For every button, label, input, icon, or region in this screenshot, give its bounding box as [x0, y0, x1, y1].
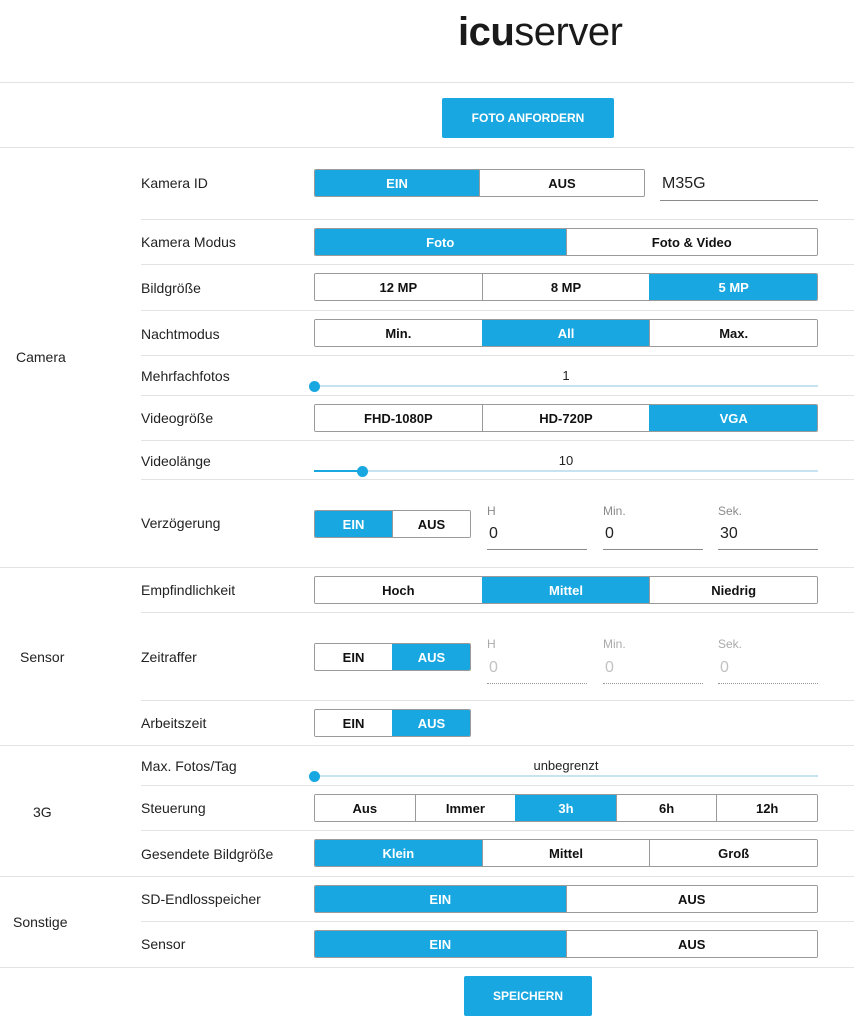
image-size-option[interactable]: 8 MP	[482, 274, 650, 300]
request-photo-button[interactable]: FOTO ANFORDERN	[442, 98, 614, 138]
camera-mode-option[interactable]: Foto	[315, 229, 566, 255]
sd-loop-toggle	[314, 885, 818, 913]
logo-bold-part: icu	[458, 10, 515, 54]
sensitivity-option[interactable]: Mittel	[482, 577, 650, 603]
camera-id-toggle	[314, 169, 645, 197]
sd-loop-option[interactable]: AUS	[566, 886, 818, 912]
divider	[141, 830, 854, 831]
camera-mode-option[interactable]: Foto & Video	[566, 229, 818, 255]
image-size-option[interactable]: 12 MP	[315, 274, 482, 300]
camera-id-option[interactable]: AUS	[479, 170, 644, 196]
control-option[interactable]: 12h	[716, 795, 817, 821]
delay-toggle	[314, 510, 471, 538]
control-toggle	[314, 794, 818, 822]
video-size-option[interactable]: HD-720P	[482, 405, 650, 431]
camera-mode-label: Kamera Modus	[141, 234, 236, 250]
slider-track[interactable]	[314, 470, 818, 472]
timelapse-toggle	[314, 643, 471, 671]
timelapse-seconds-input[interactable]: 0	[718, 656, 818, 684]
save-button[interactable]: SPEICHERN	[464, 976, 592, 1016]
divider	[141, 700, 854, 701]
sent-size-label: Gesendete Bildgröße	[141, 846, 274, 862]
video-length-label: Videolänge	[141, 453, 211, 469]
control-option[interactable]: 3h	[515, 795, 616, 821]
timelapse-option[interactable]: AUS	[392, 644, 470, 670]
delay-hours-input[interactable]: 0	[487, 522, 587, 550]
camera-id-option[interactable]: EIN	[315, 170, 479, 196]
video-size-option[interactable]: VGA	[649, 405, 817, 431]
divider	[141, 785, 854, 786]
camera-mode-toggle	[314, 228, 818, 256]
divider	[141, 355, 854, 356]
timelapse-minutes-label: Min.	[603, 637, 626, 651]
divider	[0, 147, 854, 148]
night-mode-option[interactable]: Min.	[315, 320, 482, 346]
control-label: Steuerung	[141, 800, 206, 816]
divider	[141, 612, 854, 613]
delay-minutes-input[interactable]: 0	[603, 522, 703, 550]
slider-thumb[interactable]	[309, 381, 320, 392]
slider-thumb[interactable]	[357, 466, 368, 477]
sensitivity-option[interactable]: Hoch	[315, 577, 482, 603]
divider	[0, 567, 854, 568]
video-length-value: 10	[558, 453, 574, 468]
section-label-misc: Sonstige	[13, 914, 68, 930]
sensitivity-option[interactable]: Niedrig	[649, 577, 817, 603]
timelapse-option[interactable]: EIN	[315, 644, 392, 670]
section-label-sensor: Sensor	[20, 649, 65, 665]
timelapse-label: Zeitraffer	[141, 649, 197, 665]
section-label-camera: Camera	[16, 349, 66, 365]
divider	[141, 479, 854, 480]
work-time-toggle	[314, 709, 471, 737]
divider	[0, 745, 854, 746]
delay-minutes-label: Min.	[603, 504, 626, 518]
delay-option[interactable]: EIN	[315, 511, 392, 537]
timelapse-hours-label: H	[487, 637, 496, 651]
misc-sensor-toggle	[314, 930, 818, 958]
delay-label: Verzögerung	[141, 515, 221, 531]
work-time-label: Arbeitszeit	[141, 715, 207, 731]
misc-sensor-label: Sensor	[141, 936, 186, 952]
divider	[0, 967, 854, 968]
delay-seconds-label: Sek.	[718, 504, 743, 518]
image-size-option[interactable]: 5 MP	[649, 274, 817, 300]
divider	[0, 82, 854, 83]
video-size-option[interactable]: FHD-1080P	[315, 405, 482, 431]
sent-size-option[interactable]: Mittel	[482, 840, 650, 866]
sent-size-toggle	[314, 839, 818, 867]
divider	[141, 219, 854, 220]
divider	[141, 395, 854, 396]
timelapse-hours-input[interactable]: 0	[487, 656, 587, 684]
icuserver-logo	[458, 8, 622, 56]
slider-track[interactable]	[314, 385, 818, 387]
control-option[interactable]: Aus	[315, 795, 415, 821]
misc-sensor-option[interactable]: EIN	[315, 931, 566, 957]
slider-thumb[interactable]	[309, 771, 320, 782]
control-option[interactable]: Immer	[415, 795, 516, 821]
control-option[interactable]: 6h	[616, 795, 717, 821]
night-mode-option[interactable]: All	[482, 320, 650, 346]
camera-id-label: Kamera ID	[141, 175, 208, 191]
night-mode-option[interactable]: Max.	[649, 320, 817, 346]
max-photos-value: unbegrenzt	[533, 758, 599, 773]
sensitivity-toggle	[314, 576, 818, 604]
multi-photos-label: Mehrfachfotos	[141, 368, 230, 384]
camera-id-input[interactable]: M35G	[660, 172, 818, 201]
delay-hours-label: H	[487, 504, 496, 518]
delay-seconds-input[interactable]: 30	[718, 522, 818, 550]
sd-loop-label: SD-Endlosspeicher	[141, 891, 261, 907]
delay-option[interactable]: AUS	[392, 511, 470, 537]
video-size-label: Videogröße	[141, 410, 214, 426]
night-mode-label: Nachtmodus	[141, 326, 220, 342]
image-size-toggle	[314, 273, 818, 301]
multi-photos-value: 1	[562, 368, 570, 383]
sent-size-option[interactable]: Klein	[315, 840, 482, 866]
sent-size-option[interactable]: Groß	[649, 840, 817, 866]
logo-light-part: server	[514, 10, 623, 54]
slider-track[interactable]	[314, 775, 818, 777]
section-label-3g: 3G	[33, 804, 52, 820]
night-mode-toggle	[314, 319, 818, 347]
sensitivity-label: Empfindlichkeit	[141, 582, 236, 598]
work-time-option[interactable]: AUS	[392, 710, 470, 736]
timelapse-seconds-label: Sek.	[718, 637, 743, 651]
sd-loop-option[interactable]: EIN	[315, 886, 566, 912]
divider	[141, 921, 854, 922]
timelapse-minutes-input[interactable]: 0	[603, 656, 703, 684]
max-photos-label: Max. Fotos/Tag	[141, 758, 237, 774]
divider	[141, 440, 854, 441]
slider-fill	[314, 470, 362, 472]
work-time-option[interactable]: EIN	[315, 710, 392, 736]
divider	[141, 310, 854, 311]
misc-sensor-option[interactable]: AUS	[566, 931, 818, 957]
image-size-label: Bildgröße	[141, 280, 201, 296]
divider	[141, 264, 854, 265]
video-size-toggle	[314, 404, 818, 432]
divider	[0, 876, 854, 877]
